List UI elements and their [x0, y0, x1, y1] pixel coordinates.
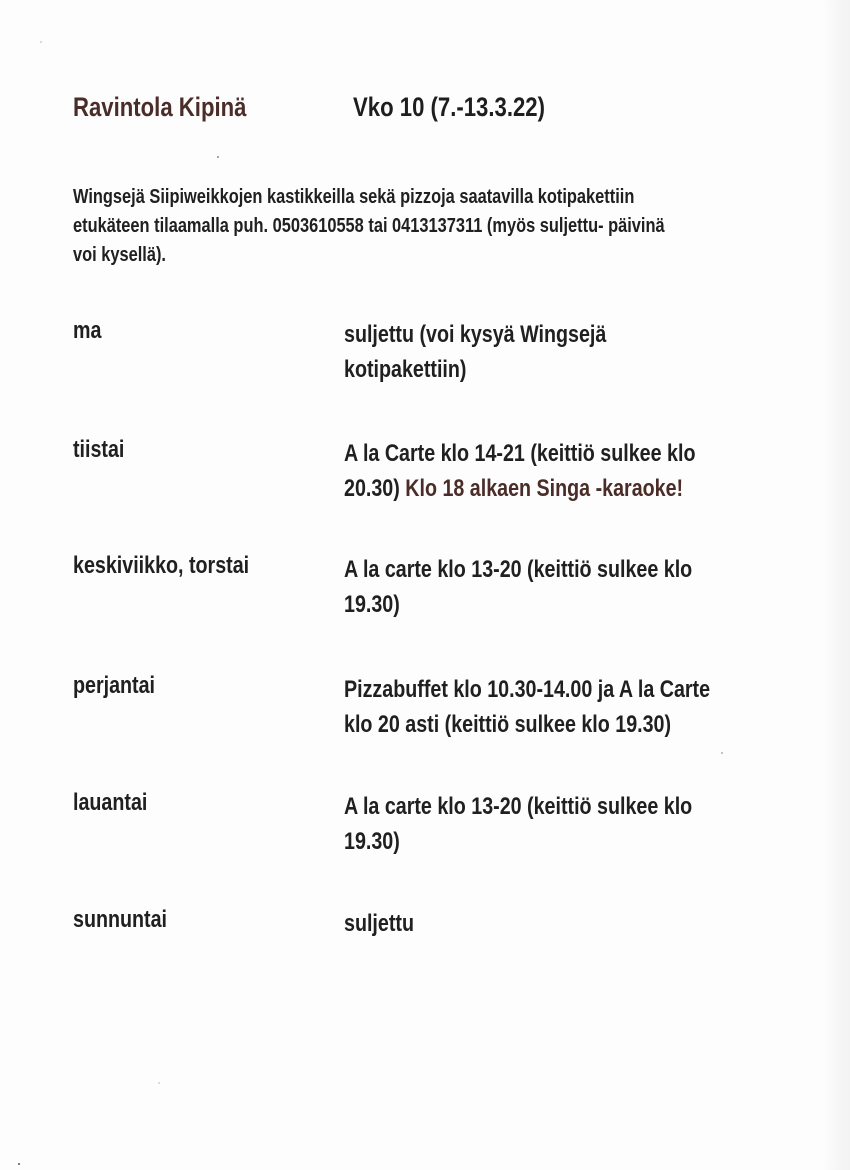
- hours-line: 19.30): [344, 591, 400, 618]
- hours-friday: [344, 672, 754, 742]
- hours-line: A la Carte klo 14-21 (keittiö sulkee klo: [344, 440, 696, 467]
- day-monday: ma: [73, 317, 102, 344]
- hours-saturday: [344, 789, 754, 859]
- week-label: Vko 10 (7.-13.3.22): [353, 92, 545, 122]
- day-tuesday: tiistai: [73, 436, 125, 463]
- scan-speck: [158, 1082, 160, 1084]
- hours-line: A la carte klo 13-20 (keittiö sulkee klo: [344, 556, 693, 583]
- restaurant-name: Ravintola Kipinä: [73, 92, 247, 122]
- scan-speck: [18, 1163, 20, 1165]
- scan-speck: [721, 752, 723, 754]
- day-friday: perjantai: [73, 672, 156, 699]
- scan-speck: [217, 156, 219, 158]
- hours-line: suljettu: [344, 910, 414, 937]
- page-edge-shadow: [822, 0, 850, 1170]
- scan-speck: [40, 41, 42, 43]
- hours-tuesday: [344, 436, 754, 506]
- hours-line: kotipakettiin): [344, 356, 467, 383]
- hours-line: Pizzabuffet klo 10.30-14.00 ja A la Carte: [344, 676, 711, 703]
- hours-sunday: [344, 906, 754, 941]
- day-saturday: lauantai: [73, 789, 148, 816]
- day-wednesday-thursday: keskiviikko, torstai: [73, 552, 250, 579]
- hours-line: klo 20 asti (keittiö sulkee klo 19.30): [344, 711, 672, 738]
- intro-line: voi kysellä).: [73, 244, 166, 266]
- day-sunday: sunnuntai: [73, 906, 168, 933]
- hours-text: 20.30): [344, 475, 400, 502]
- intro-paragraph: [73, 183, 745, 270]
- karaoke-highlight: Klo 18 alkaen Singa -karaoke!: [405, 475, 684, 502]
- hours-line: A la carte klo 13-20 (keittiö sulkee klo: [344, 793, 693, 820]
- hours-monday: [344, 317, 754, 387]
- hours-wednesday-thursday: [344, 552, 754, 622]
- hours-line: suljettu (voi kysyä Wingsejä: [344, 321, 607, 348]
- hours-line: 19.30): [344, 828, 400, 855]
- hours-line: [344, 471, 754, 506]
- intro-line: etukäteen tilaamalla puh. 0503610558 tai 0413137311 (myös suljettu- päivinä: [73, 215, 665, 237]
- intro-line: Wingsejä Siipiweikkojen kastikkeilla sekä pizzoja saatavilla kotipakettiin: [73, 186, 635, 208]
